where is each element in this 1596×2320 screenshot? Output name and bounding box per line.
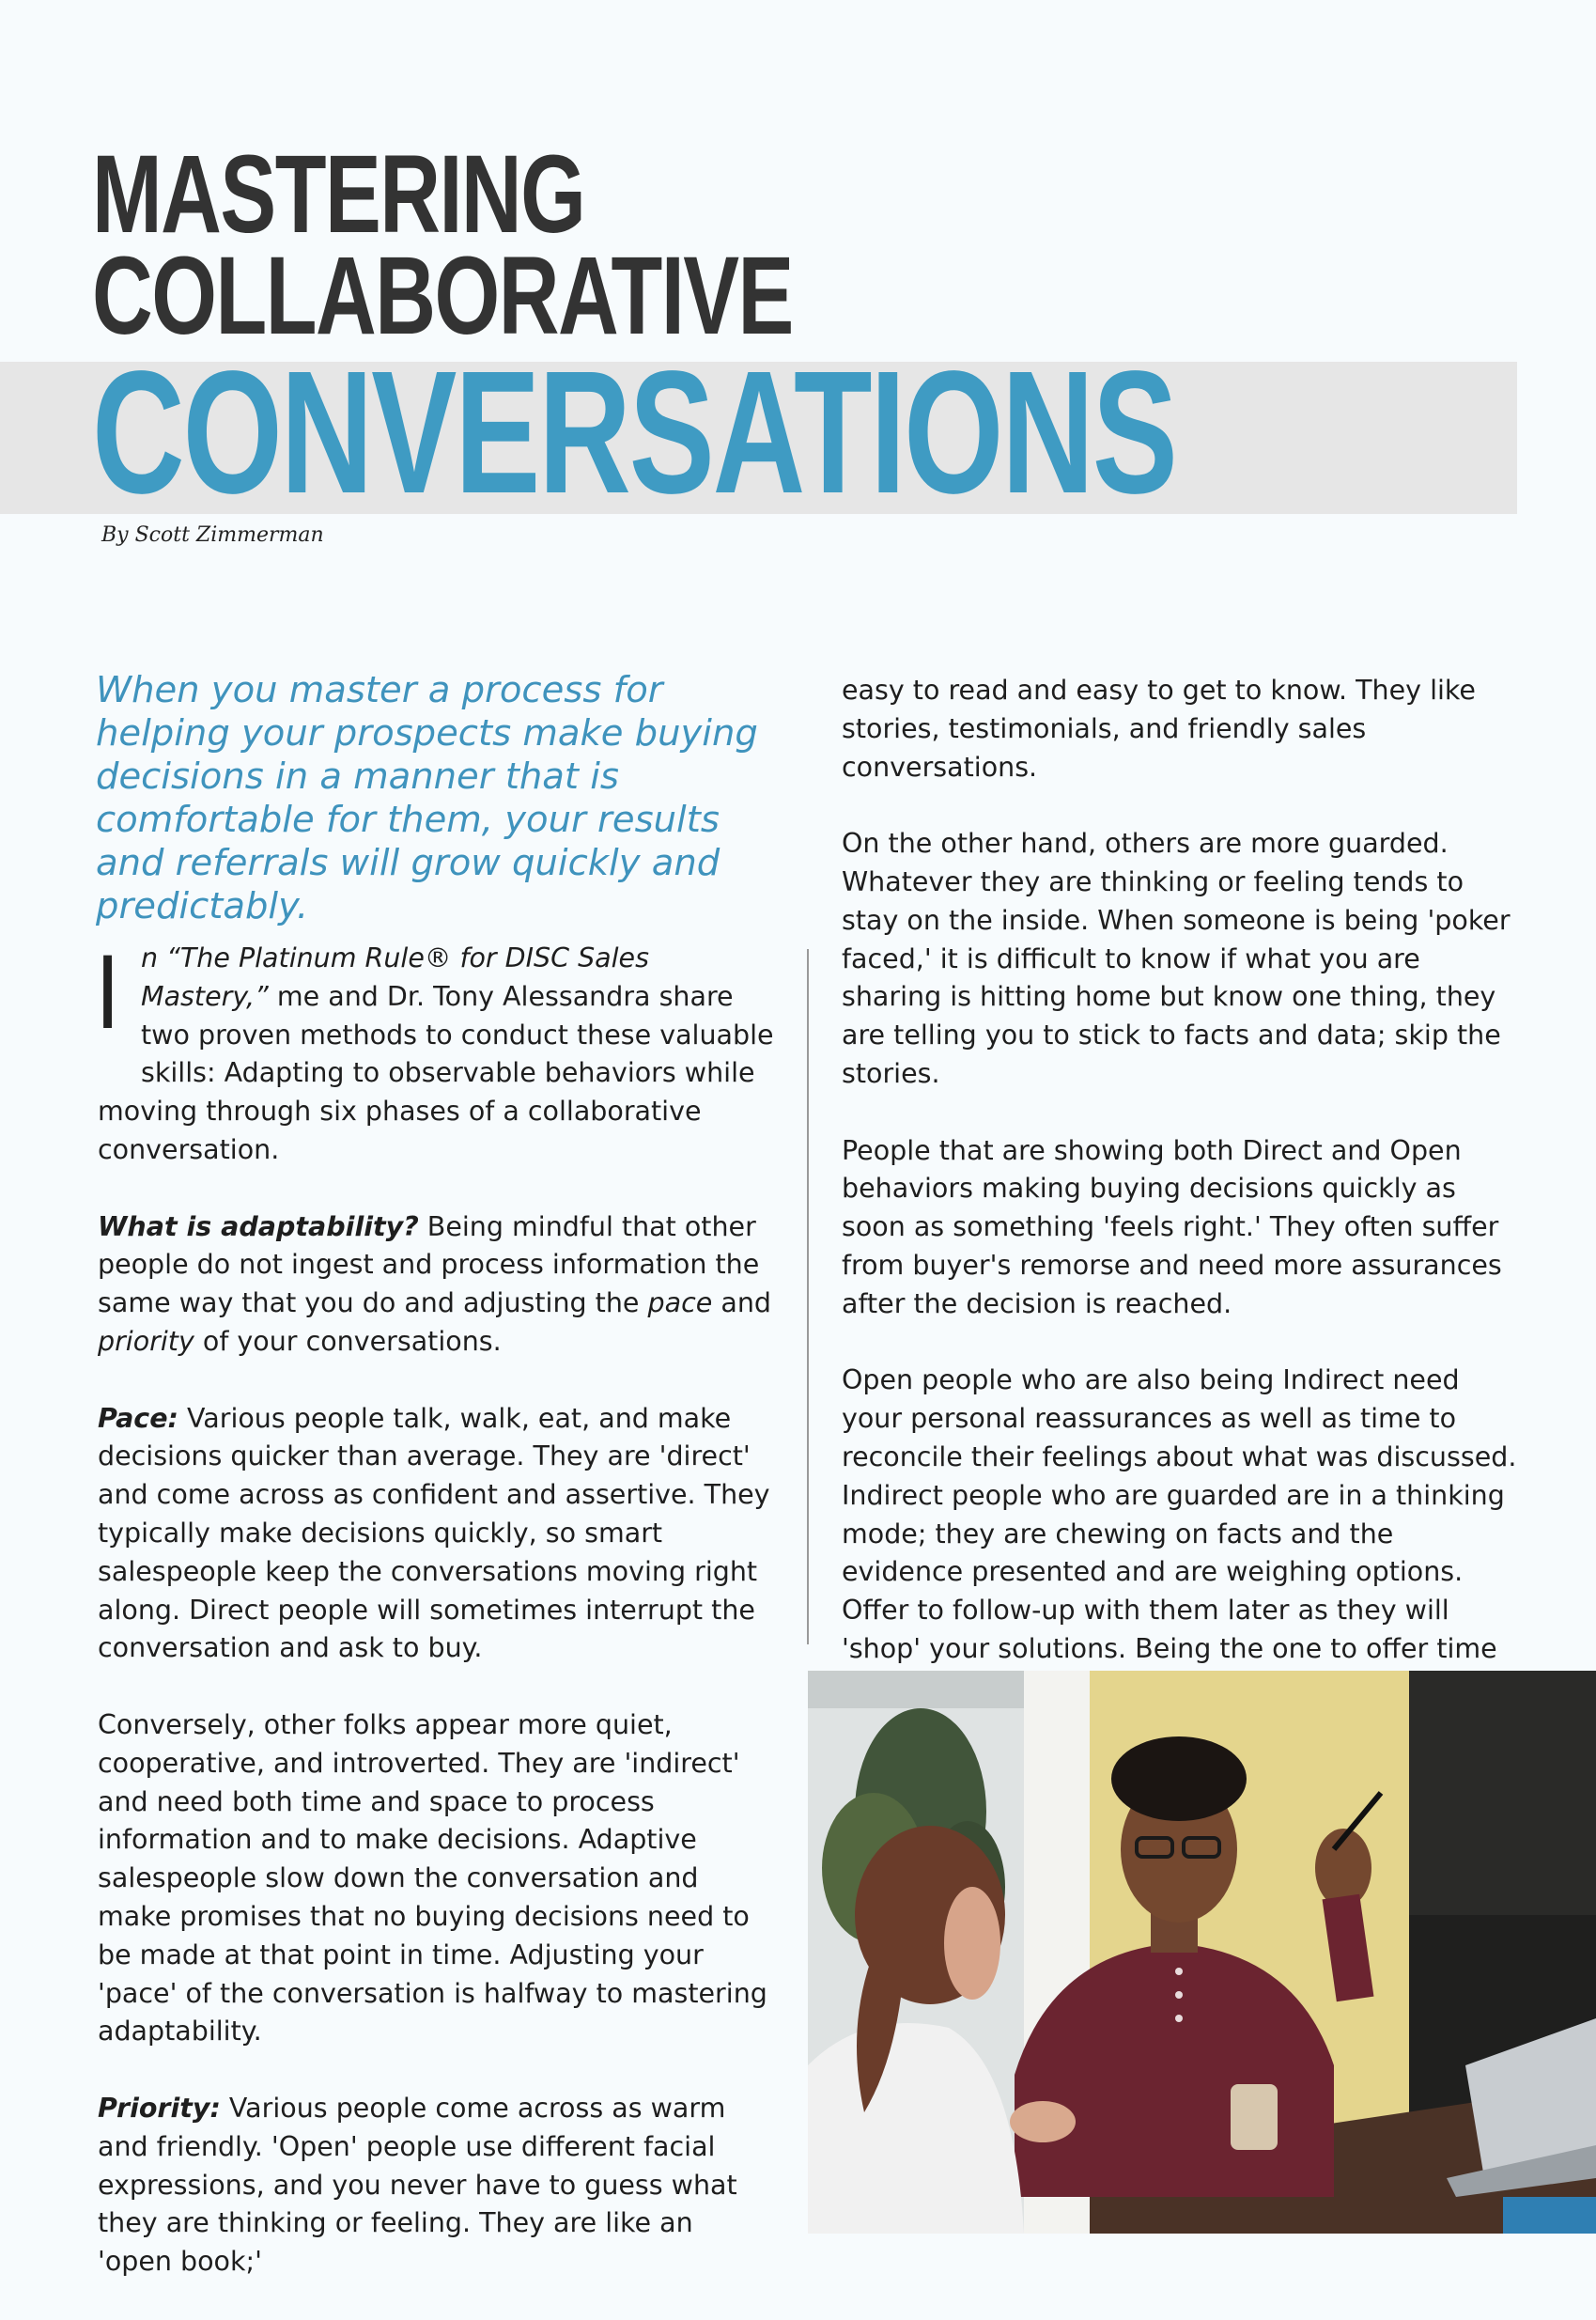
title-line-1: MASTERING — [92, 132, 585, 257]
adaptability-text-b: and — [712, 1287, 771, 1319]
priority-text: Various people come across as warm and friendly. 'Open' people use different facial expressions, and you never have to guess what they are thinking or feeling. They are like an 'open book;' — [98, 2092, 737, 2278]
priority-paragraph — [98, 2090, 774, 2281]
title-line-2: COLLABORATIVE — [92, 234, 793, 358]
right-paragraph-2: On the other hand, others are more guarded. Whatever they are thinking or feeling tends to stay on the inside. When someone is being 'poker faced,' it is difficult to know if what you are sharing is hitting home but know one thing, they are telling you to stick to facts and data; skip the stories. — [842, 828, 1511, 1089]
intro-text: me and Dr. Tony Alessandra share two proven methods to conduct these valuable skills: Adapting to observable behaviors while moving through six phases of a collaborative conversation. — [98, 980, 774, 1165]
adaptability-label: What is adaptability? — [98, 1210, 419, 1242]
pace-text: Various people talk, walk, eat, and make decisions quicker than average. They are 'direct' and come across as confident and assertive. They typically make decisions quickly, so smart salespeople keep the conversations moving right along. Direct people will sometimes interrupt the conversation and ask to buy. — [98, 1402, 770, 1664]
adaptability-paragraph — [98, 1208, 774, 1362]
left-column — [98, 933, 774, 2320]
pace-paragraph — [98, 1400, 774, 1669]
adaptability-text-a: Being mindful that other people do not ingest and process information the same way that you do and adjusting the — [98, 1210, 760, 1319]
adaptability-text-c: of your conversations. — [194, 1325, 502, 1357]
right-paragraph-1: easy to read and easy to get to know. They like stories, testimonials, and friendly sales conversations. — [842, 675, 1476, 783]
title-line-3: CONVERSATIONS — [92, 335, 1176, 530]
right-paragraph-3: People that are showing both Direct and Open behaviors making buying decisions quickly as soon as something 'feels right.' They often suffer from buyer's remorse and need more assurances after the decision is reached. — [842, 1134, 1502, 1319]
pace-label: Pace: — [98, 1402, 178, 1434]
article-photo — [808, 1671, 1596, 2234]
conversely-paragraph: Conversely, other folks appear more quiet, cooperative, and introverted. They are 'indirect' and need both time and space to process information and to make decisions. Adaptive salespeople slow down the conversation and make promises that no buying decisions need to be made at that point in time. Adjusting your 'pace' of the conversation is halfway to mastering adaptability. — [98, 1708, 767, 2048]
pace-word: pace — [647, 1287, 713, 1319]
book-title: n “The Platinum Rule® for DISC Sales Mastery,” — [141, 942, 649, 1012]
priority-label: Priority: — [98, 2092, 221, 2124]
right-paragraph-4: Open people who are also being Indirect need your personal reassurances as well as time to reconcile their feelings about what was discussed. Indirect people who are guarded are in a thinking mode; they are chewing on facts and the evidence presented and are weighing options. Offer to follow-up with them later as they will 'shop' your solutions. Being the one to offer time — [842, 1364, 1517, 1664]
lede-quote: When you master a process for helping your prospects make buying decisions in a manner that is comfortable for them, your results and referrals will grow quickly and predictably. — [96, 669, 758, 927]
column-divider — [807, 949, 809, 1644]
right-column — [842, 672, 1518, 1745]
photo-illustration — [808, 1671, 1596, 2234]
byline: By Scott Zimmerman — [101, 523, 324, 547]
drop-cap: I — [100, 933, 116, 1051]
priority-word: priority — [98, 1325, 194, 1357]
intro-paragraph — [98, 933, 774, 1170]
